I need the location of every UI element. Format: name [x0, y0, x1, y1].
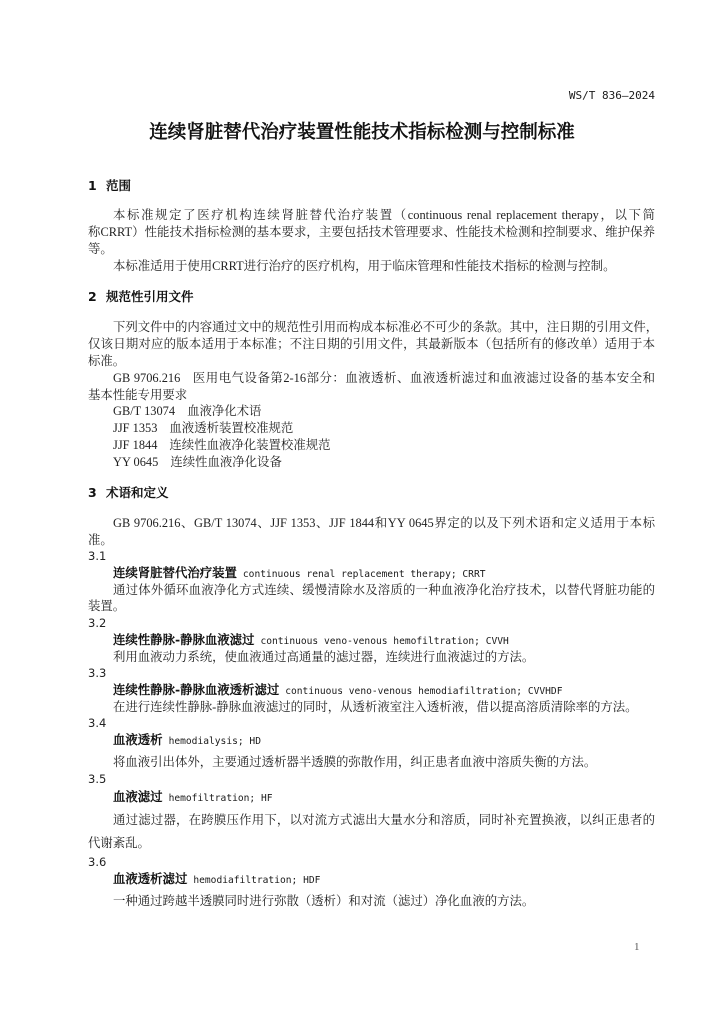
term-entry	[113, 631, 655, 649]
reference-title: 血液净化术语	[187, 404, 262, 418]
reference-entry	[113, 419, 655, 437]
reference-title: 连续性血液净化设备	[170, 455, 282, 469]
section-number: 2	[88, 289, 97, 304]
reference-code: GB 9706.216	[113, 371, 181, 385]
term-english: hemofiltration; HF	[168, 793, 273, 804]
paragraph-line: 称CRRT）性能技术指标检测的基本要求，主要包括技术管理要求、性能技术检测和控制要求、维护保养	[88, 225, 655, 239]
reference-title-continuation: 基本性能专用要求	[88, 388, 188, 402]
term-number: 3.6	[88, 855, 107, 869]
term-definition-line: 代谢紊乱。	[88, 836, 150, 850]
reference-entry	[113, 369, 655, 387]
term-chinese: 血液透析滤过	[113, 871, 188, 886]
term-number: 3.2	[88, 616, 107, 630]
reference-code: JJF 1353	[113, 421, 158, 435]
term-definition-line: 在进行连续性静脉-静脉血液滤过的同时，从透析液室注入透析液，借以提高溶质清除率的方法。	[113, 700, 638, 714]
term-definition-line: 一种通过跨越半透膜同时进行弥散（透析）和对流（滤过）净化血液的方法。	[113, 894, 535, 908]
section-number: 1	[88, 178, 97, 193]
term-english: continuous veno-venous hemofiltration; CVVH	[260, 636, 509, 647]
term-entry	[113, 731, 655, 749]
section-heading	[88, 177, 655, 195]
term-number: 3.1	[88, 549, 107, 563]
term-number: 3.3	[88, 666, 107, 680]
term-entry	[113, 681, 655, 699]
reference-title: 连续性血液净化装置校准规范	[169, 438, 331, 452]
term-definition-line: 通过体外循环血液净化方式连续、缓慢清除水及溶质的一种血液净化治疗技术，以替代肾脏功能的	[113, 583, 655, 597]
term-chinese: 连续性静脉-静脉血液滤过	[113, 632, 255, 647]
paragraph-line: 标准。	[88, 354, 126, 368]
paragraph-line: GB 9706.216、GB/T 13074、JJF 1353、JJF 1844和YY 0645界定的以及下列术语和定义适用于本标	[113, 516, 655, 530]
paragraph-line: 准。	[88, 533, 113, 547]
paragraph-line: 本标准规定了医疗机构连续肾脏替代治疗装置（continuous renal replacement therapy，以下简	[113, 208, 655, 222]
term-english: continuous veno-venous hemodiafiltration; CVVHDF	[285, 686, 563, 697]
reference-title: 血液透析装置校准规范	[169, 421, 294, 435]
term-chinese: 血液滤过	[113, 789, 163, 804]
reference-entry	[113, 436, 655, 454]
page-number: 1	[634, 941, 640, 953]
term-entry	[113, 788, 655, 806]
paragraph-line: 仅该日期对应的版本适用于本标准；不注日期的引用文件，其最新版本（包括所有的修改单）适用于本	[88, 337, 655, 351]
term-chinese: 连续肾脏替代治疗装置	[113, 565, 237, 580]
reference-code: JJF 1844	[113, 438, 158, 452]
term-definition-line: 通过滤过器，在跨膜压作用下，以对流方式滤出大量水分和溶质，同时补充置换液，以纠正患者的	[113, 813, 655, 827]
term-english: hemodiafiltration; HDF	[193, 875, 321, 886]
section-heading	[88, 484, 655, 502]
document-title: 连续肾脏替代治疗装置性能技术指标检测与控制标准	[149, 122, 575, 143]
reference-title: 医用电气设备第2-16部分：血液透析、血液透析滤过和血液滤过设备的基本安全和	[192, 371, 655, 385]
term-definition-line: 利用血液动力系统，使血液通过高通量的滤过器，连续进行血液滤过的方法。	[113, 650, 535, 664]
section-title: 规范性引用文件	[106, 289, 194, 304]
term-english: hemodialysis; HD	[168, 736, 261, 747]
section-title: 术语和定义	[106, 485, 169, 500]
reference-entry	[113, 453, 655, 471]
term-entry	[113, 870, 655, 888]
reference-code: GB/T 13074	[113, 404, 176, 418]
term-number: 3.5	[88, 772, 107, 786]
paragraph-line: 本标准适用于使用CRRT进行治疗的医疗机构，用于临床管理和性能技术指标的检测与控制。	[113, 259, 616, 273]
term-chinese: 血液透析	[113, 732, 163, 747]
section-heading	[88, 288, 655, 306]
term-definition-line: 装置。	[88, 599, 126, 613]
term-number: 3.4	[88, 716, 107, 730]
reference-entry	[113, 402, 655, 420]
paragraph-line: 下列文件中的内容通过文中的规范性引用而构成本标准必不可少的条款。其中，注日期的引用文件，	[113, 320, 659, 334]
reference-code: YY 0645	[113, 455, 159, 469]
section-number: 3	[88, 485, 97, 500]
term-chinese: 连续性静脉-静脉血液透析滤过	[113, 682, 280, 697]
section-title: 范围	[106, 178, 132, 193]
term-english: continuous renal replacement therapy; CRRT	[242, 569, 486, 580]
paragraph-line: 等。	[88, 242, 113, 256]
header-standard-code: WS/T 836—2024	[568, 89, 655, 102]
term-definition-line: 将血液引出体外，主要通过透析器半透膜的弥散作用，纠正患者血液中溶质失衡的方法。	[113, 755, 597, 769]
term-entry	[113, 564, 655, 582]
